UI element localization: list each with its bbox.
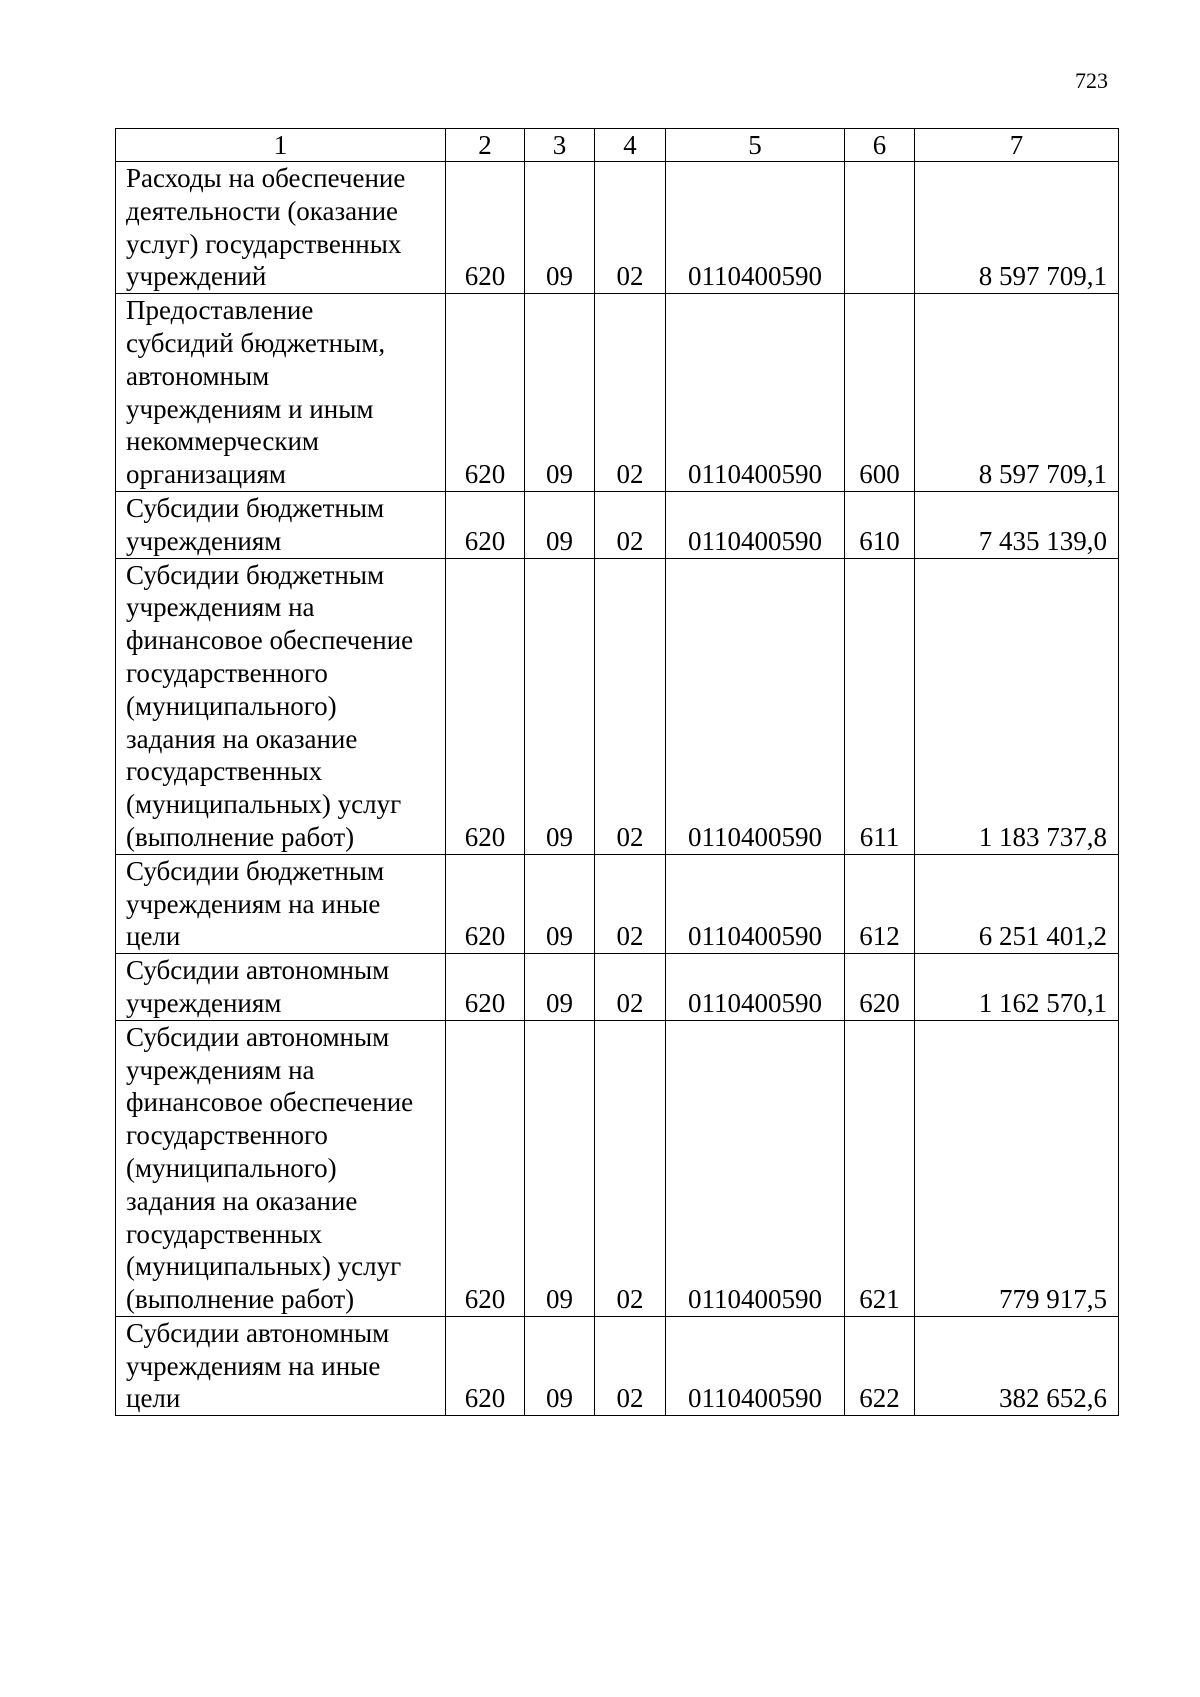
table-row (116, 954, 1119, 1021)
amount-cell: 1 183 737,8 (915, 558, 1119, 854)
item-name-line: услуг) государственных (126, 228, 402, 259)
expense-type-cell (845, 162, 915, 294)
item-name-line: (муниципального) (126, 1152, 337, 1183)
item-name-line: Субсидии автономным (126, 1021, 390, 1052)
column-header-4: 4 (595, 129, 666, 162)
item-name-line: Субсидии автономным (126, 955, 390, 986)
section-code-cell: 09 (525, 954, 595, 1021)
chapter-code-cell: 620 (446, 294, 525, 492)
item-name-line: Субсидии бюджетным (126, 855, 385, 886)
item-name-line: задания на оказание (126, 723, 358, 754)
budget-table (115, 128, 1119, 1416)
amount-cell: 8 597 709,1 (915, 294, 1119, 492)
subsection-code-cell: 02 (595, 854, 666, 953)
target-article-cell: 0110400590 (666, 854, 845, 953)
table-row (116, 162, 1119, 294)
item-name-line: задания на оказание (126, 1185, 358, 1216)
item-name-cell (116, 491, 446, 558)
item-name-line: цели (126, 921, 181, 952)
item-name-line: учреждениям на (126, 592, 315, 623)
expense-type-cell: 622 (845, 1316, 915, 1415)
target-article-cell: 0110400590 (666, 491, 845, 558)
expense-type-cell: 621 (845, 1020, 915, 1316)
item-name-line: Предоставление (126, 295, 314, 326)
item-name-line: учреждениям и иным (126, 393, 374, 424)
item-name-cell (116, 1020, 446, 1316)
target-article-cell: 0110400590 (666, 162, 845, 294)
chapter-code-cell: 620 (446, 954, 525, 1021)
target-article-cell: 0110400590 (666, 1020, 845, 1316)
item-name-line: организациям (126, 459, 287, 490)
item-name-line: государственных (126, 756, 323, 787)
column-header-1: 1 (116, 129, 446, 162)
column-header-6: 6 (845, 129, 915, 162)
column-header-7: 7 (915, 129, 1119, 162)
section-code-cell: 09 (525, 558, 595, 854)
subsection-code-cell: 02 (595, 294, 666, 492)
amount-cell: 382 652,6 (915, 1316, 1119, 1415)
expense-type-cell: 620 (845, 954, 915, 1021)
expense-type-cell: 611 (845, 558, 915, 854)
item-name-line: автономным (126, 360, 270, 391)
item-name-line: государственных (126, 1218, 323, 1249)
item-name-line: учреждениям (126, 987, 282, 1018)
chapter-code-cell: 620 (446, 1020, 525, 1316)
item-name-cell (116, 954, 446, 1021)
table-row (116, 854, 1119, 953)
item-name-line: Субсидии бюджетным (126, 559, 385, 590)
item-name-line: деятельности (оказание (126, 195, 399, 226)
item-name-line: некоммерческим (126, 426, 320, 457)
item-name-line: Субсидии автономным (126, 1317, 390, 1348)
table-row (116, 1020, 1119, 1316)
subsection-code-cell: 02 (595, 1316, 666, 1415)
table-row (116, 1316, 1119, 1415)
item-name-line: учреждениям на иные (126, 888, 381, 919)
item-name-cell (116, 162, 446, 294)
item-name-line: Расходы на обеспечение (126, 163, 406, 193)
item-name-line: (муниципальных) услуг (126, 1251, 402, 1282)
amount-cell: 1 162 570,1 (915, 954, 1119, 1021)
item-name-line: учреждениям на иные (126, 1350, 381, 1381)
subsection-code-cell: 02 (595, 954, 666, 1021)
table-row (116, 294, 1119, 492)
item-name-line: финансовое обеспечение (126, 625, 414, 656)
subsection-code-cell: 02 (595, 162, 666, 294)
item-name-line: Субсидии бюджетным (126, 492, 385, 523)
item-name-cell (116, 1316, 446, 1415)
subsection-code-cell: 02 (595, 1020, 666, 1316)
target-article-cell: 0110400590 (666, 294, 845, 492)
table-body (116, 162, 1119, 1416)
item-name-line: субсидий бюджетным, (126, 327, 386, 358)
column-header-5: 5 (666, 129, 845, 162)
item-name-line: (выполнение работ) (126, 821, 355, 852)
expense-type-cell: 610 (845, 491, 915, 558)
page-number: 723 (1075, 68, 1108, 93)
column-header-2: 2 (446, 129, 525, 162)
target-article-cell: 0110400590 (666, 1316, 845, 1415)
amount-cell: 8 597 709,1 (915, 162, 1119, 294)
section-code-cell: 09 (525, 854, 595, 953)
expense-type-cell: 612 (845, 854, 915, 953)
section-code-cell: 09 (525, 294, 595, 492)
expense-type-cell: 600 (845, 294, 915, 492)
chapter-code-cell: 620 (446, 491, 525, 558)
item-name-line: (выполнение работ) (126, 1284, 355, 1315)
section-code-cell: 09 (525, 1316, 595, 1415)
item-name-line: (муниципального) (126, 690, 337, 721)
chapter-code-cell: 620 (446, 558, 525, 854)
target-article-cell: 0110400590 (666, 558, 845, 854)
item-name-line: государственного (126, 657, 328, 688)
section-code-cell: 09 (525, 1020, 595, 1316)
section-code-cell: 09 (525, 491, 595, 558)
section-code-cell: 09 (525, 162, 595, 294)
amount-cell: 7 435 139,0 (915, 491, 1119, 558)
chapter-code-cell: 620 (446, 1316, 525, 1415)
item-name-line: государственного (126, 1120, 328, 1151)
amount-cell: 6 251 401,2 (915, 854, 1119, 953)
subsection-code-cell: 02 (595, 558, 666, 854)
column-header-3: 3 (525, 129, 595, 162)
item-name-line: (муниципальных) услуг (126, 789, 402, 820)
item-name-cell (116, 558, 446, 854)
amount-cell: 779 917,5 (915, 1020, 1119, 1316)
item-name-line: учреждений (126, 261, 267, 292)
target-article-cell: 0110400590 (666, 954, 845, 1021)
subsection-code-cell: 02 (595, 491, 666, 558)
chapter-code-cell: 620 (446, 854, 525, 953)
table-row (116, 491, 1119, 558)
header-row (116, 129, 1119, 162)
chapter-code-cell: 620 (446, 162, 525, 294)
item-name-cell (116, 294, 446, 492)
item-name-line: финансовое обеспечение (126, 1087, 414, 1118)
item-name-line: учреждениям на (126, 1054, 315, 1085)
item-name-line: цели (126, 1383, 181, 1414)
item-name-line: учреждениям (126, 525, 282, 556)
item-name-cell (116, 854, 446, 953)
table-row (116, 558, 1119, 854)
